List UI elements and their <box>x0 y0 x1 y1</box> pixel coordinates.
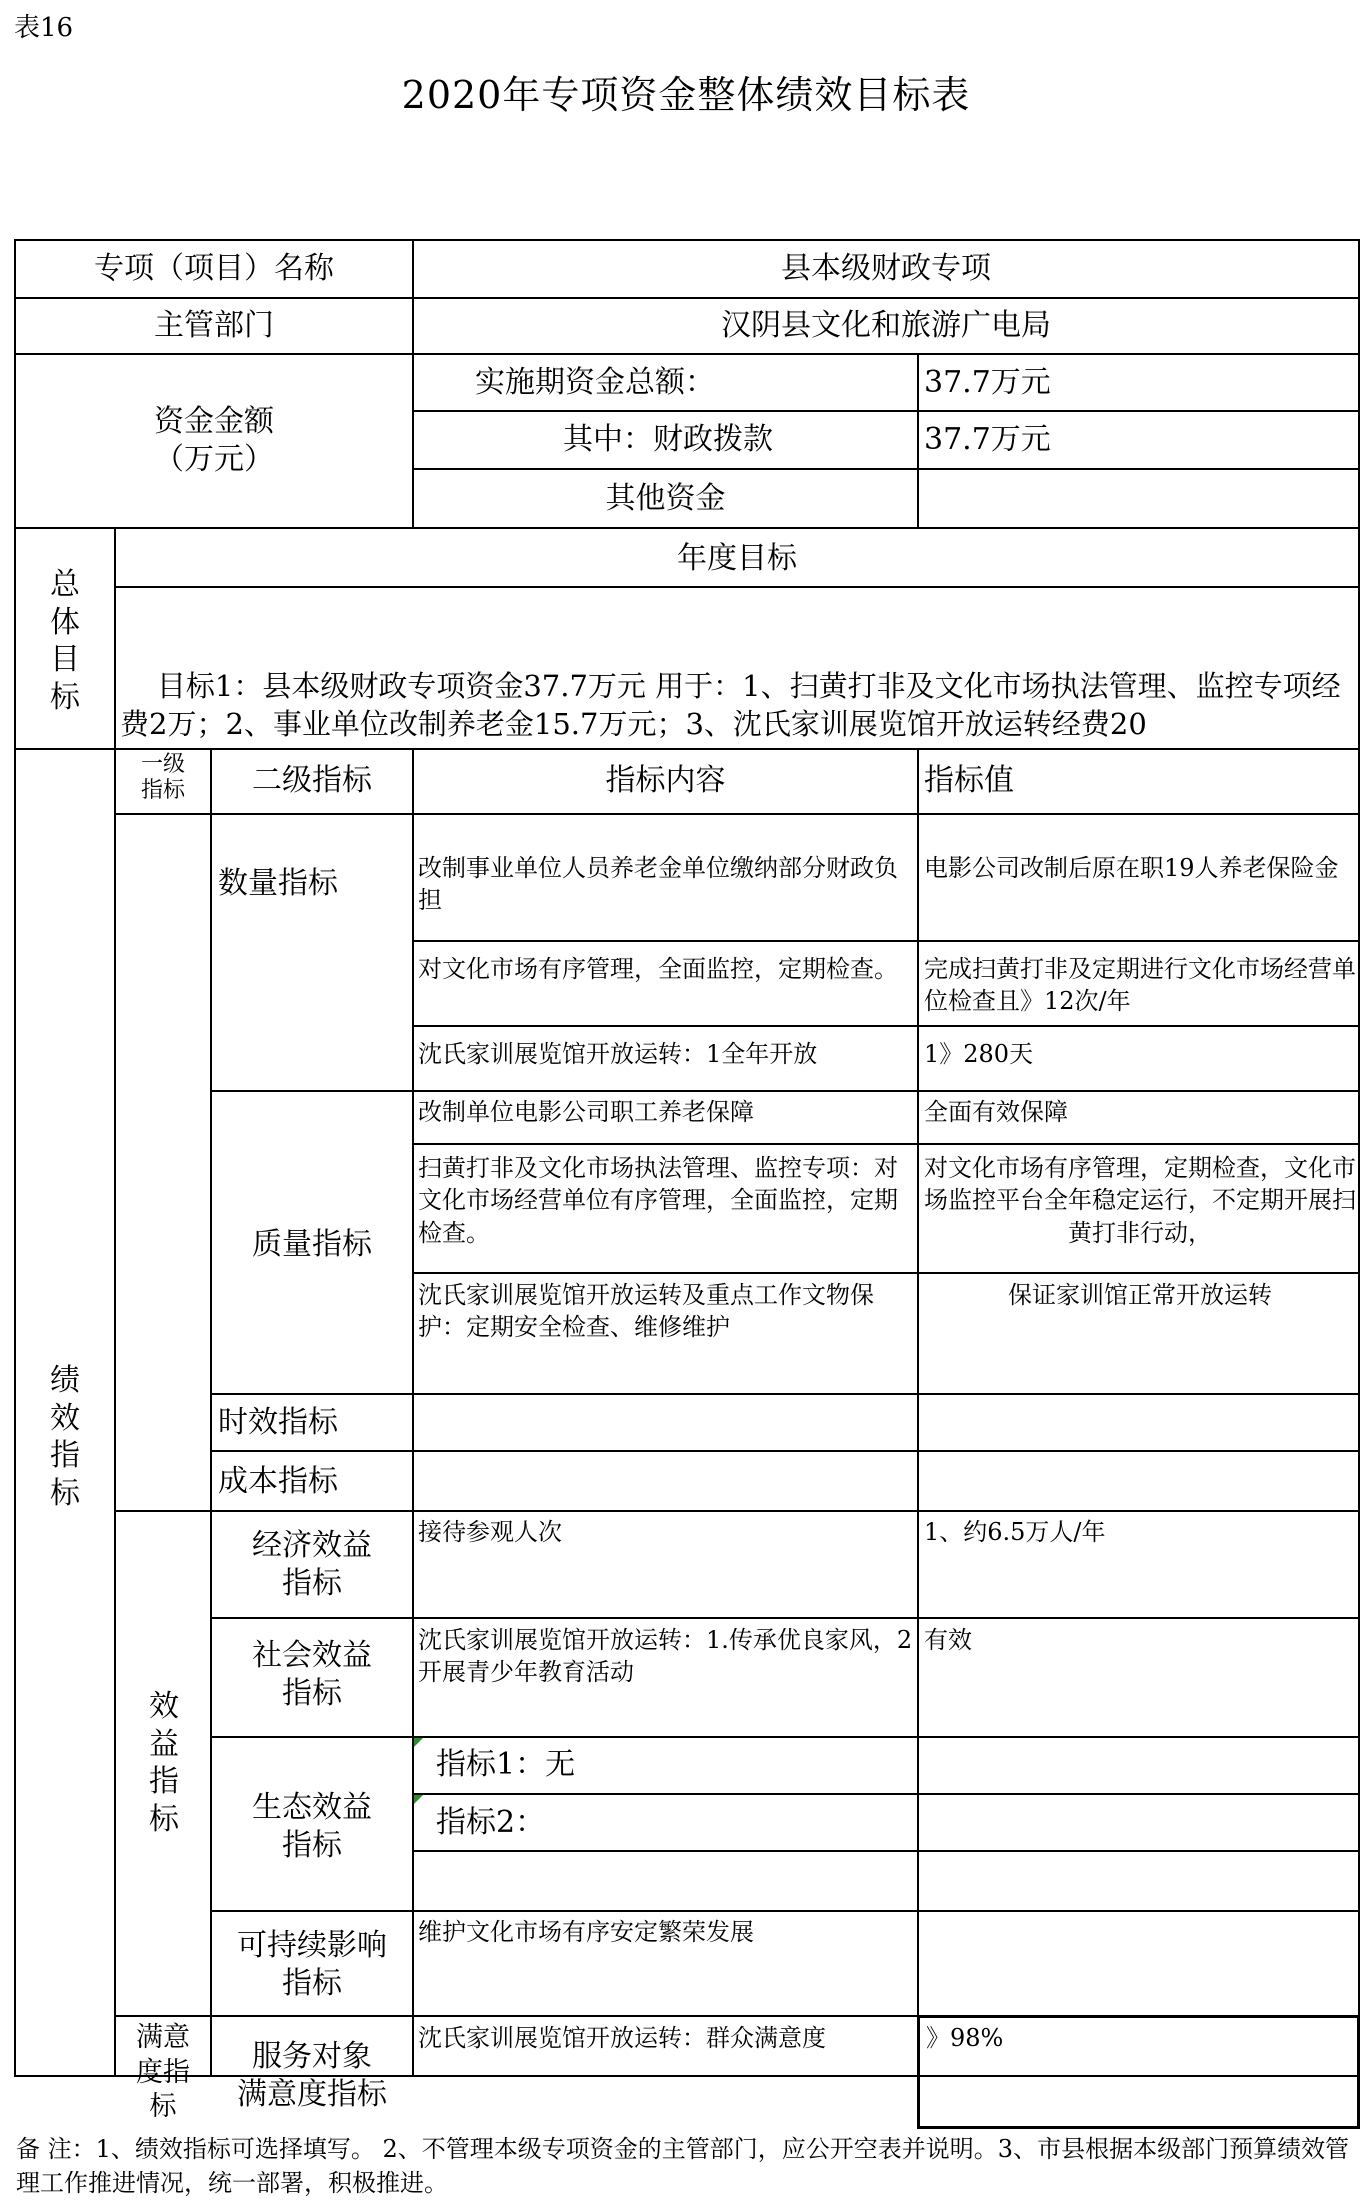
project-name-value: 县本级财政专项 <box>781 251 991 286</box>
economic-benefit-label: 经济效益 指标 <box>252 1528 372 1601</box>
indicator-content: 改制单位电影公司职工养老保障 <box>418 1098 754 1126</box>
indicator-value: 电影公司改制后原在职19人养老保险金 <box>924 854 1339 882</box>
benefit-indicator-label: 效 益 指 标 <box>149 1689 179 1837</box>
quality-indicator-label: 质量指标 <box>252 1227 372 1262</box>
social-benefit-label: 社会效益 指标 <box>252 1638 372 1711</box>
department-label: 主管部门 <box>154 308 274 343</box>
level2-header: 二级指标 <box>252 763 372 798</box>
funds-label: 资金金额 （万元） <box>154 404 274 477</box>
ecological-benefit-label: 生态效益 指标 <box>252 1790 372 1863</box>
content-header: 指标内容 <box>605 763 726 798</box>
level1-header: 一级 指标 <box>140 752 185 804</box>
footnote: 备 注：1、绩效指标可选择填写。 2、不管理本级专项资金的主管部门，应公开空表并说明。3、市县根据本级部门预算绩效管理工作推进情况，统一部署，积极推进。 <box>16 2135 1350 2197</box>
service-satisfaction-label: 服务对象 满意度指标 <box>237 2039 387 2112</box>
value-header: 指标值 <box>924 763 1014 798</box>
project-name-label: 专项（项目）名称 <box>94 251 334 286</box>
satisfaction-indicator-label: 满意 度指 标 <box>136 2022 190 2123</box>
sustainable-impact-label: 可持续影响 指标 <box>237 1928 387 2001</box>
fiscal-funds-label: 其中：财政拨款 <box>563 422 773 457</box>
indicator-value: 保证家训馆正常开放运转 <box>1008 1281 1272 1309</box>
annual-goal-label: 年度目标 <box>677 541 797 576</box>
fiscal-funds-value: 37.7万元 <box>924 422 1051 457</box>
indicator-value: 完成扫黄打非及定期进行文化市场经营单位检查且》12次/年 <box>924 955 1356 1016</box>
overall-goal-label: 总 体 目 标 <box>50 567 80 715</box>
indicator-content: 沈氏家训展览馆开放运转及重点工作文物保护：定期安全检查、维修维护 <box>418 1281 874 1342</box>
performance-indicator-label: 绩 效 指 标 <box>50 1363 80 1511</box>
ecological-item-1: 指标1：无 <box>436 1747 576 1782</box>
social-benefit-value: 有效 <box>924 1626 972 1654</box>
annual-goal-text: 目标1：县本级财政专项资金37.7万元 用于：1、扫黄打非及文化市场执法管理、监控专项经费2万；2、事业单位改制养老金15.7万元；3、沈氏家训展览馆开放运转经费20 <box>120 669 1341 741</box>
page-title: 2020年专项资金整体绩效目标表 <box>401 73 971 117</box>
time-indicator-label: 时效指标 <box>218 1405 338 1440</box>
indicator-content: 对文化市场有序管理，全面监控，定期检查。 <box>418 955 898 983</box>
service-satisfaction-value: 》98% <box>926 2024 1004 2052</box>
indicator-value: 全面有效保障 <box>924 1098 1068 1126</box>
other-funds-label: 其他资金 <box>605 481 726 516</box>
comment-marker-icon <box>414 1738 423 1747</box>
economic-benefit-value: 1、约6.5万人/年 <box>924 1518 1106 1546</box>
indicator-content: 改制事业单位人员养老金单位缴纳部分财政负担 <box>418 854 898 915</box>
sustainable-impact-content: 维护文化市场有序安定繁荣发展 <box>418 1918 754 1946</box>
indicator-value: 对文化市场有序管理，定期检查，文化市场监控平台全年稳定运行，不定期开展扫黄打非行动， <box>924 1154 1356 1247</box>
comment-marker-icon <box>414 1795 423 1804</box>
total-funds-label: 实施期资金总额： <box>475 365 715 400</box>
table-number: 表16 <box>14 13 74 43</box>
cost-indicator-label: 成本指标 <box>218 1464 338 1499</box>
ecological-item-2: 指标2： <box>436 1805 546 1840</box>
indicator-content: 沈氏家训展览馆开放运转：1全年开放 <box>418 1040 818 1068</box>
indicator-value: 1》280天 <box>924 1040 1034 1068</box>
social-benefit-content: 沈氏家训展览馆开放运转：1.传承优良家风，2开展青少年教育活动 <box>418 1626 913 1687</box>
total-funds-value: 37.7万元 <box>924 365 1051 400</box>
department-value: 汉阴县文化和旅游广电局 <box>721 308 1051 343</box>
quantity-indicator-label: 数量指标 <box>218 866 338 901</box>
service-satisfaction-content: 沈氏家训展览馆开放运转：群众满意度 <box>418 2024 826 2052</box>
economic-benefit-content: 接待参观人次 <box>418 1518 562 1546</box>
indicator-content: 扫黄打非及文化市场执法管理、监控专项：对文化市场经营单位有序管理，全面监控，定期检查。 <box>418 1154 898 1247</box>
